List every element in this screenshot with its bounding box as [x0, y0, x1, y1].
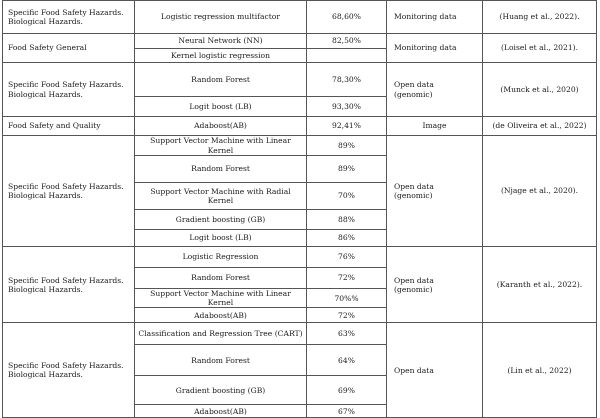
- algorithm-cell: Kernel logistic regression: [135, 49, 307, 63]
- category-cell: Specific Food Safety Hazards. Biological Hazards.: [3, 136, 135, 247]
- data-type-cell: Open data (genomic): [387, 247, 483, 323]
- category-cell: Food Safety and Quality: [3, 117, 135, 136]
- data-type-cell: Monitoring data: [387, 34, 483, 63]
- accuracy-cell: 63%: [307, 323, 387, 345]
- algorithm-cell: Adaboost(AB): [135, 308, 307, 323]
- accuracy-cell: 69%: [307, 376, 387, 405]
- algorithm-cell: Random Forest: [135, 63, 307, 97]
- algorithm-cell: Adaboost(AB): [135, 405, 307, 418]
- accuracy-cell: 93,30%: [307, 97, 387, 117]
- accuracy-cell: 67%: [307, 405, 387, 418]
- table-row: [3, 1, 597, 34]
- accuracy-cell: 89%: [307, 136, 387, 156]
- algorithm-cell: Support Vector Machine with Linear Kernel: [135, 136, 307, 156]
- category-cell: Specific Food Safety Hazards. Biological Hazards.: [3, 323, 135, 418]
- reference-cell: (Munck et al., 2020): [483, 63, 597, 117]
- reference-cell: (Lin et al., 2022): [483, 323, 597, 418]
- accuracy-cell: 72%: [307, 308, 387, 323]
- accuracy-cell: 70%: [307, 183, 387, 210]
- algorithm-cell: Logit boost (LB): [135, 230, 307, 247]
- accuracy-cell: 72%: [307, 268, 387, 289]
- table-row: [3, 247, 597, 268]
- data-type-cell: Open data (genomic): [387, 63, 483, 117]
- accuracy-cell: 92,41%: [307, 117, 387, 136]
- accuracy-cell: 68,60%: [307, 1, 387, 34]
- data-type-cell: Open data (genomic): [387, 136, 483, 247]
- algorithm-cell: Neural Network (NN): [135, 34, 307, 49]
- algorithm-cell: Gradient boosting (GB): [135, 376, 307, 405]
- accuracy-cell: 64%: [307, 345, 387, 376]
- accuracy-cell: [307, 49, 387, 63]
- category-cell: Food Safety General: [3, 34, 135, 63]
- data-type-cell: Open data: [387, 323, 483, 418]
- table-row: [3, 136, 597, 156]
- category-cell: Specific Food Safety Hazards. Biological Hazards.: [3, 63, 135, 117]
- reference-cell: (Huang et al., 2022).: [483, 1, 597, 34]
- reference-cell: (Njage et al., 2020).: [483, 136, 597, 247]
- algorithm-cell: Logit boost (LB): [135, 97, 307, 117]
- algorithm-cell: Support Vector Machine with Linear Kernel: [135, 289, 307, 308]
- algorithm-cell: Classification and Regression Tree (CART): [135, 323, 307, 345]
- algorithm-cell: Logistic Regression: [135, 247, 307, 268]
- table-row: [3, 63, 597, 97]
- algorithm-cell: Random Forest: [135, 268, 307, 289]
- accuracy-cell: 88%: [307, 210, 387, 230]
- accuracy-cell: 70%%: [307, 289, 387, 308]
- table-row: [3, 117, 597, 136]
- table-row: [3, 34, 597, 49]
- accuracy-cell: 76%: [307, 247, 387, 268]
- algorithm-cell: Support Vector Machine with Radial Kernel: [135, 183, 307, 210]
- algorithm-cell: Random Forest: [135, 345, 307, 376]
- reference-cell: (de Oliveira et al., 2022): [483, 117, 597, 136]
- reference-cell: (Karanth et al., 2022).: [483, 247, 597, 323]
- data-type-cell: Monitoring data: [387, 1, 483, 34]
- ml-methods-table: [2, 0, 597, 418]
- algorithm-cell: Adaboost(AB): [135, 117, 307, 136]
- category-cell: Specific Food Safety Hazards. Biological Hazards.: [3, 247, 135, 323]
- accuracy-cell: 82,50%: [307, 34, 387, 49]
- algorithm-cell: Random Forest: [135, 156, 307, 183]
- accuracy-cell: 78,30%: [307, 63, 387, 97]
- algorithm-cell: Gradient boosting (GB): [135, 210, 307, 230]
- accuracy-cell: 89%: [307, 156, 387, 183]
- table-row: [3, 323, 597, 345]
- accuracy-cell: 86%: [307, 230, 387, 247]
- category-cell: Specific Food Safety Hazards. Biological Hazards.: [3, 1, 135, 34]
- data-type-cell: Image: [387, 117, 483, 136]
- reference-cell: (Loisel et al., 2021).: [483, 34, 597, 63]
- algorithm-cell: Logistic regression multifactor: [135, 1, 307, 34]
